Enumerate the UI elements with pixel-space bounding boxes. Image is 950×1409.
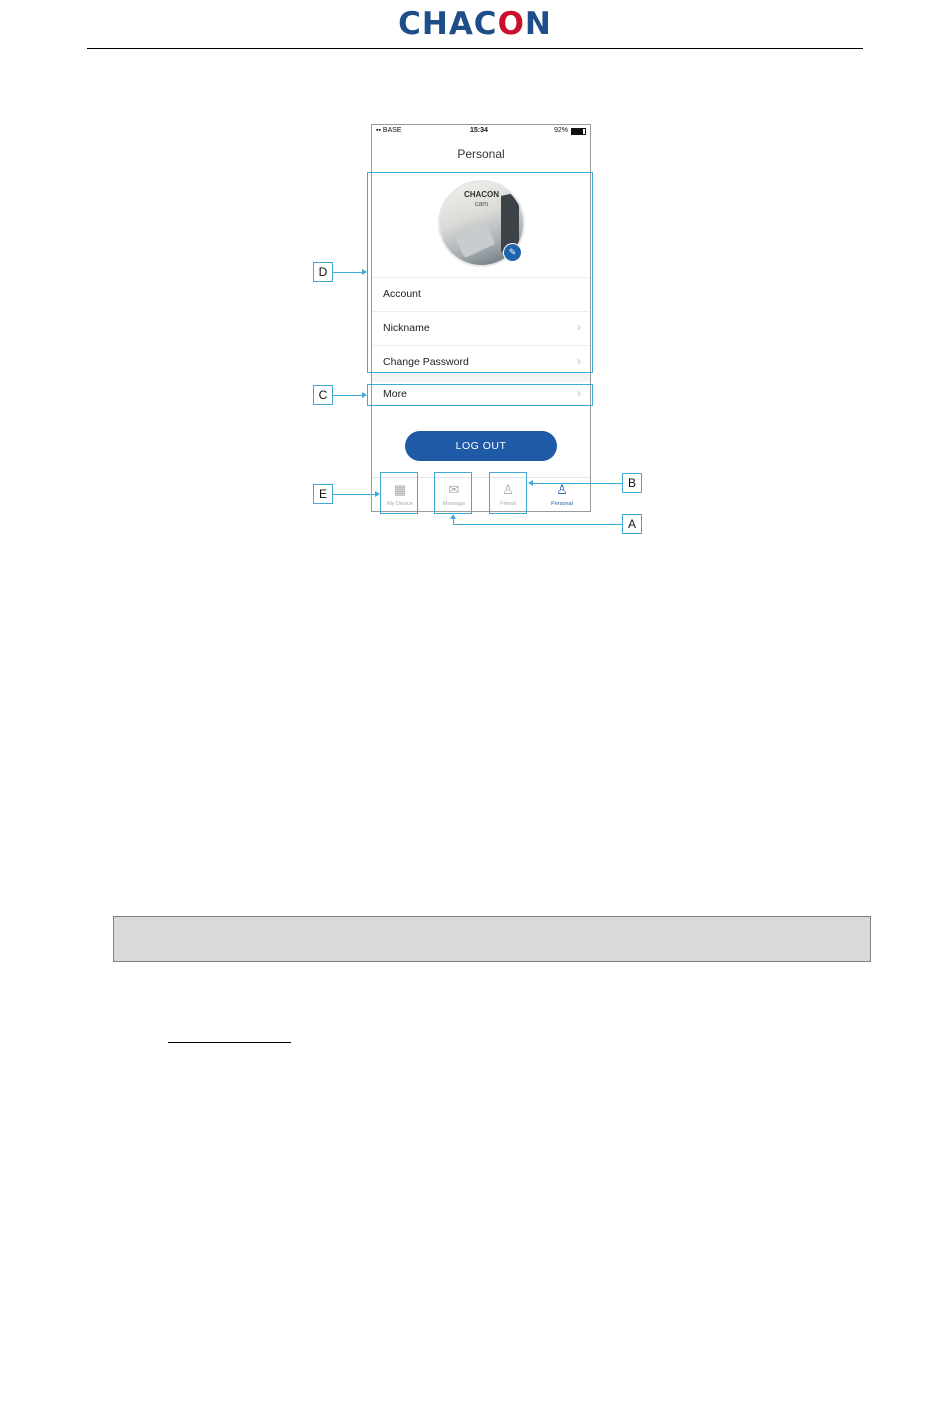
arrow-left-icon (528, 480, 533, 486)
chevron-right-icon: › (577, 386, 581, 400)
callout-d: D (313, 262, 333, 282)
grid-icon: ▦ (393, 482, 407, 497)
leader-line-a (453, 524, 622, 525)
highlight-a (434, 472, 472, 514)
chacon-logo (0, 6, 950, 42)
arrow-right-icon (375, 491, 380, 497)
logo-text-part2: N (524, 6, 552, 42)
tab-personal-label: Personal (551, 501, 573, 507)
person-icon: ♙ (556, 482, 568, 497)
note-box (113, 916, 871, 962)
message-icon: ✉ (448, 482, 460, 497)
leader-line-c (333, 395, 363, 396)
logo-text-part1: CHAC (398, 6, 498, 42)
chevron-right-icon: › (577, 320, 581, 334)
avatar-sub: cam (474, 201, 489, 208)
callout-c: C (313, 385, 333, 405)
avatar-brand: CHACON (463, 190, 500, 199)
logo-mark: O (497, 6, 525, 42)
nickname-label: Nickname (383, 322, 430, 334)
edit-avatar-icon[interactable]: ✎ (503, 243, 522, 262)
tab-personal[interactable] (537, 482, 587, 507)
highlight-c (367, 384, 593, 406)
callout-a: A (622, 514, 642, 534)
logout-button[interactable]: LOG OUT (405, 431, 557, 461)
section-underline (168, 1042, 291, 1043)
leader-line-b (533, 483, 622, 484)
leader-line-a-vertical (453, 519, 454, 524)
highlight-b (489, 472, 527, 514)
carrier-label: ▪▪ BASE (376, 127, 402, 134)
arrow-up-icon (450, 514, 456, 519)
section-gap (372, 373, 590, 382)
friends-icon: ♙ (502, 482, 514, 497)
callout-e: E (313, 484, 333, 504)
page-title: Personal (457, 147, 505, 161)
more-label: More (383, 388, 407, 400)
tab-friend-label: Friend (500, 501, 516, 507)
status-bar (372, 125, 590, 138)
battery-icon (571, 128, 586, 135)
tab-my-device-label: My Device (387, 501, 413, 507)
highlight-d (367, 172, 593, 373)
change-password-label: Change Password (383, 356, 469, 368)
tab-message-label: Message (442, 501, 466, 507)
chevron-right-icon: › (577, 354, 581, 368)
leader-line-d (333, 272, 363, 273)
leader-line-e (333, 494, 376, 495)
arrow-right-icon (362, 269, 367, 275)
highlight-e (380, 472, 418, 514)
battery-percent: 92% (553, 127, 568, 134)
header-divider (87, 48, 863, 49)
account-label: Account (383, 288, 421, 300)
callout-b: B (622, 473, 642, 493)
arrow-right-icon (362, 392, 367, 398)
status-time: 15:34 (470, 127, 488, 134)
